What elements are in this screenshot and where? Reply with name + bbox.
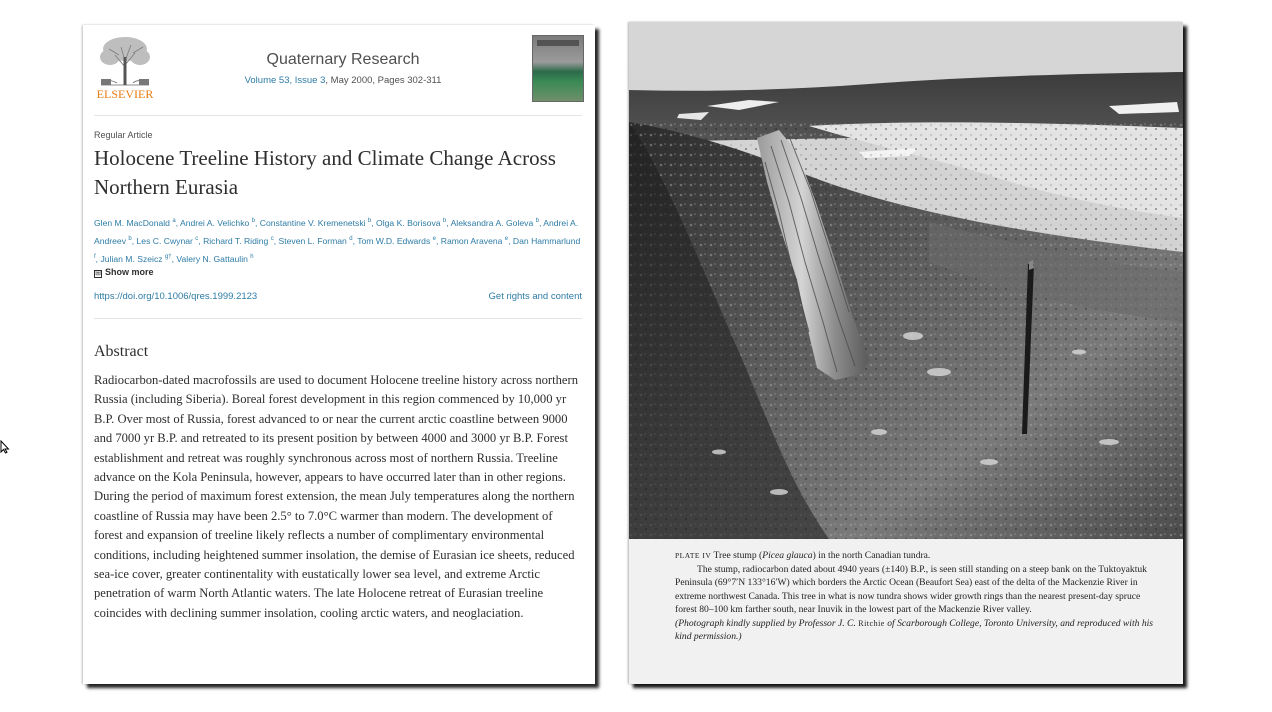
metadata-divider bbox=[94, 318, 582, 319]
author-affiliation-marker: b bbox=[128, 235, 132, 242]
author-name: Constantine V. Kremenetski bbox=[259, 217, 366, 228]
rights-content-link[interactable]: Get rights and content bbox=[488, 291, 582, 302]
author-name: Tom W.D. Edwards bbox=[357, 235, 431, 246]
abstract-heading: Abstract bbox=[94, 343, 149, 360]
author-link[interactable] bbox=[357, 236, 436, 246]
volume-issue-link[interactable]: Volume 53, Issue 3 bbox=[244, 75, 326, 86]
author-name: Steven L. Forman bbox=[278, 235, 347, 246]
author-name: Ramon Aravena bbox=[440, 235, 503, 246]
author-link[interactable] bbox=[137, 236, 199, 246]
author-affiliation-marker: c bbox=[195, 235, 199, 242]
author-name: Richard T. Riding bbox=[203, 235, 269, 246]
author-name: Dan Hammarlund bbox=[512, 235, 581, 246]
article-title: Holocene Treeline History and Climate Change Across Northern Eurasia bbox=[94, 146, 556, 199]
tundra-photo-image bbox=[629, 22, 1183, 539]
photographer-name: Ritchie bbox=[858, 618, 885, 628]
photo-credit bbox=[675, 617, 1155, 644]
author-affiliation-marker: b bbox=[367, 218, 372, 224]
plate-number: PLATE IV bbox=[675, 551, 712, 560]
article-page bbox=[83, 25, 595, 684]
author-name: Andrei A. Velichko bbox=[180, 217, 250, 228]
author-link[interactable] bbox=[100, 254, 171, 264]
plate-caption bbox=[675, 549, 1155, 644]
author-name: Julian M. Szeicz bbox=[100, 253, 163, 264]
author-name: Olga K. Borisova bbox=[376, 217, 441, 228]
journal-cover-thumbnail[interactable] bbox=[532, 35, 584, 102]
author-name: Valery N. Gattaulin bbox=[176, 253, 248, 264]
cover-title-strip bbox=[537, 40, 579, 46]
author-affiliation-marker: f bbox=[94, 253, 96, 260]
author-affiliation-marker: b bbox=[442, 218, 447, 224]
journal-issue-info bbox=[203, 75, 483, 86]
publication-date-pages: , May 2000, Pages 302-311 bbox=[325, 75, 442, 86]
photo-credit-start: (Photograph kindly supplied by Professor J. C. bbox=[675, 617, 859, 629]
author-link[interactable] bbox=[180, 218, 255, 228]
author-affiliation-marker: b bbox=[535, 218, 539, 224]
author-link[interactable] bbox=[279, 236, 353, 246]
author-affiliation-marker: c bbox=[270, 235, 274, 242]
author-link[interactable] bbox=[94, 218, 176, 228]
author-name: Andrei A. Andreev bbox=[94, 217, 579, 246]
show-more-button[interactable] bbox=[94, 267, 154, 278]
author-affiliation-marker: g† bbox=[164, 253, 172, 260]
author-affiliation-marker: d bbox=[349, 235, 353, 242]
photo-credit-end: of Scarborough College, Toronto University, and reproduced with his kind permission.) bbox=[675, 617, 1154, 642]
elsevier-logo[interactable] bbox=[95, 35, 155, 101]
elsevier-tree-icon bbox=[95, 35, 155, 87]
author-link[interactable] bbox=[376, 218, 446, 228]
mouse-cursor-icon bbox=[0, 440, 10, 454]
author-affiliation-marker: a bbox=[172, 218, 176, 224]
article-type-label: Regular Article bbox=[94, 130, 153, 140]
author-name: Les C. Cwynar bbox=[136, 235, 193, 246]
show-more-label: Show more bbox=[105, 267, 154, 277]
author-name: Glen M. MacDonald bbox=[94, 217, 170, 228]
journal-title-link[interactable]: Quaternary Research bbox=[266, 51, 420, 68]
author-link[interactable] bbox=[203, 236, 274, 246]
author-link[interactable] bbox=[260, 218, 371, 228]
plate-title-end: ) in the north Canadian tundra. bbox=[812, 550, 931, 561]
author-name: Aleksandra A. Goleva bbox=[450, 217, 534, 228]
author-affiliation-marker: b bbox=[251, 218, 256, 224]
author-list: Glen M. MacDonald $^a$, Andrei A. Velichko $^b$, Constantine V. Kremenetski $^b$, Olga K. Borisova $^b$, Aleksandra A. Goleva $^b$, Andrei A. Andreev $^b$, Les C. Cwynar $^c$, Richard T. Riding $^c$, Steven L. Forman $^d$, Tom W.D. Edwards $^e$, Ramon Aravena $^e$, Dan Hammarlund $^f$, Julian M. Szeicz $^{g\dagger}$, Valery N. Gattaulin $^h$ bbox=[94, 217, 581, 264]
author-affiliation-marker: e bbox=[504, 235, 509, 242]
plate-species-name: Picea glauca bbox=[762, 550, 813, 561]
tree-stump-photograph bbox=[629, 22, 1183, 539]
header-divider bbox=[94, 115, 582, 116]
author-link[interactable] bbox=[451, 218, 539, 228]
author-link[interactable] bbox=[176, 254, 253, 264]
publisher-name: ELSEVIER bbox=[96, 87, 154, 101]
doi-link[interactable]: https://doi.org/10.1006/qres.1999.2123 bbox=[94, 291, 258, 302]
author-link[interactable] bbox=[441, 236, 508, 246]
book-plate-page bbox=[629, 22, 1183, 684]
plate-title-start: Tree stump ( bbox=[713, 550, 763, 561]
author-affiliation-marker: h bbox=[250, 253, 254, 260]
author-affiliation-marker: e bbox=[432, 235, 436, 242]
expand-icon: ⊞ bbox=[95, 270, 101, 277]
plate-description: The stump, radiocarbon dated about 4940 years (±140) B.P., is seen still standing on a steep bank on the Tuktoyaktuk Peninsula (69°7′N 133°16′W) which borders the Arctic Ocean (Beaufort Sea) east of the delta of the Mackenzie River in extreme northwest Canada. This tree in what is now tundra shows wider growth rings than the nearest present-day spruce forest 80–100 km farther south, near Inuvik in the lowest part of the Mackenzie River valley. bbox=[675, 563, 1147, 615]
abstract-text: Radiocarbon-dated macrofossils are used to document Holocene treeline history across northern Russia (including Siberia). Boreal forest development in this region commenced by 10,000 yr B.P. Over most of Russia, forest advanced to or near the current arctic coastline between 9000 and 7000 yr B.P. and retreated to its present position by between 4000 and 3000 yr B.P. Forest establishment and retreat was roughly synchronous across most of northern Russia. Treeline advance on the Kola Peninsula, however, appears to have occurred later than in other regions. During the period of maximum forest extension, the mean July temperatures along the northern coastline of Russia may have been 2.5° to 7.0°C warmer than modern. The development of forest and expansion of treeline likely reflects a number of complimentary environmental conditions, including heightened summer insolation, the demise of Eurasian ice sheets, reduced sea-ice cover, greater continentality with eustatically lower sea level, and extreme Arctic penetration of warm North Atlantic waters. The late Holocene retreat of Eurasian treeline coincides with declining summer insolation, cooling arctic waters, and neoglaciation. bbox=[94, 373, 578, 620]
